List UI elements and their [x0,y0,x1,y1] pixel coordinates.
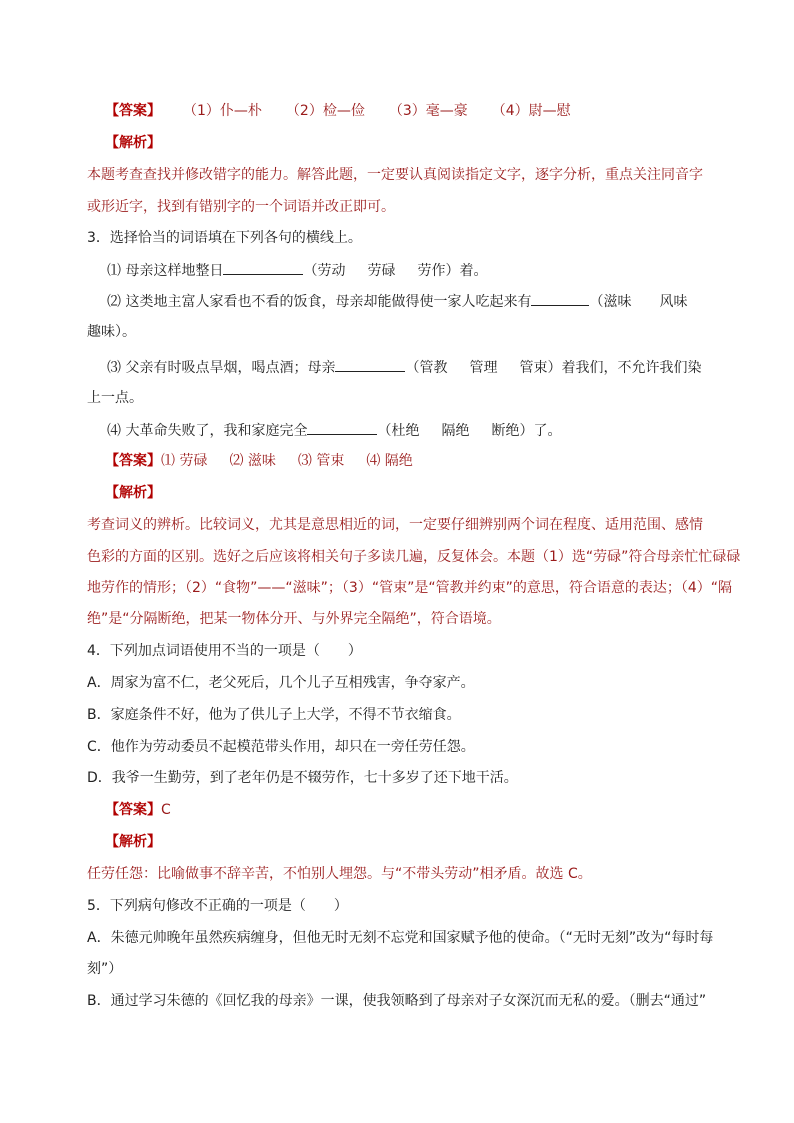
choice-text: 管理 [469,360,498,376]
answer-tag: 【答案】 [105,802,161,818]
answer-item: ⑵ 滋味 [229,453,276,469]
option-b: B．家庭条件不好，他为了供儿子上大学，不得不节衣缩食。 [87,707,461,723]
option-a-cont: 刻”） [87,961,123,977]
option-b: B．通过学习朱德的《回忆我的母亲》一课，使我领略到了母亲对子女深沉而无私的爱。（删去“通过” [87,993,707,1009]
analysis-text: 或形近字，找到有错别字的一个词语并改正即可。 [87,199,395,215]
sentence-3 [107,357,701,377]
choice-text: 隔绝 [441,423,470,439]
choice-text: 劳作）着。 [417,263,488,279]
analysis-text: 地劳作的情形；（2）“食物”——“滋味”；（3）“管束”是“管教并约束”的意思，符合语意的表达；（4）“隔 [87,580,732,596]
analysis-text: 色彩的方面的区别。选好之后应该将相关句子多读几遍，反复体会。本题（1）选“劳碌”符合母亲忙忙碌碌 [87,549,741,565]
choice-text: 管束）着我们，不允许我们染 [519,360,702,376]
question-stem: 3．选择恰当的词语填在下列各句的横线上。 [87,230,362,246]
choice-text: 劳碌 [367,263,396,279]
answer-item: （4）尉—慰 [491,103,571,119]
sentence-4 [107,420,561,440]
analysis-tag: 【解析】 [105,834,161,850]
blank-line [335,357,405,372]
analysis-text: 考查词义的辨析。比较词义，尤其是意思相近的词，一定要仔细辨别两个词在程度、适用范围、感情 [87,517,703,533]
analysis-text: 本题考查查找并修改错字的能力。解答此题，一定要认真阅读指定文字，逐字分析，重点关注同音字 [87,167,703,183]
answer-item: （2）检—俭 [285,103,365,119]
choice-text: （滋味 [589,294,632,310]
analysis-tag: 【解析】 [105,485,161,501]
answer-value: C [161,802,171,818]
question-stem: 5．下列病句修改不正确的一项是（ ） [87,898,348,914]
option-a: A．朱德元帅晚年虽然疾病缠身，但他无时无刻不忘党和国家赋予他的使命。（“无时无刻”改为“每时每 [87,930,714,946]
answer-item: ⑷ 隔绝 [366,453,413,469]
option-d: D．我爷一生勤劳，到了老年仍是不辍劳作，七十多岁了还下地干活。 [87,770,518,786]
sentence-text: ⑴ 母亲这样地整日 [107,263,224,279]
sentence-3-cont: 上一点。 [87,390,143,406]
choice-text: 风味 [659,294,688,310]
blank-line [223,260,303,275]
sentence-text: ⑵ 这类地主富人家看也不看的饭食，母亲却能做得使一家人吃起来有 [107,294,532,310]
answer-item: （1）仆—朴 [183,103,262,119]
sentence-2-cont: 趣味）。 [87,324,136,340]
answer-item: （3）毫—豪 [388,103,468,119]
blank-line [307,420,377,435]
answer-line-1 [105,101,571,121]
answer-line-3 [105,451,413,471]
question-stem: 4．下列加点词语使用不当的一项是（ ） [87,643,362,659]
blank-line [531,291,589,306]
choice-text: 断绝）了。 [491,423,562,439]
answer-tag: 【答案】 [105,103,161,119]
choice-text: （杜绝 [377,423,420,439]
analysis-text: 任劳任怨：比喻做事不辞辛苦，不怕别人埋怨。与“不带头劳动”相矛盾。故选 C。 [87,866,592,882]
sentence-1 [107,260,487,280]
option-a: A．周家为富不仁，老父死后，几个儿子互相残害，争夺家产。 [87,675,475,691]
answer-tag: 【答案】 [105,453,161,469]
sentence-text: ⑷ 大革命失败了，我和家庭完全 [107,423,308,439]
choice-text: （管教 [405,360,448,376]
analysis-tag: 【解析】 [105,135,161,151]
answer-line-4 [105,800,171,820]
sentence-text: ⑶ 父亲有时吸点旱烟，喝点酒；母亲 [107,360,336,376]
option-c: C．他作为劳动委员不起模范带头作用，却只在一旁任劳任怨。 [87,739,475,755]
answer-item: ⑴ 劳碌 [161,453,208,469]
sentence-2 [107,291,687,311]
answer-item: ⑶ 管束 [297,453,345,469]
analysis-text: 绝”是“分隔断绝，把某一物体分开、与外界完全隔绝”，符合语境。 [87,611,501,627]
choice-text: （劳动 [303,263,346,279]
